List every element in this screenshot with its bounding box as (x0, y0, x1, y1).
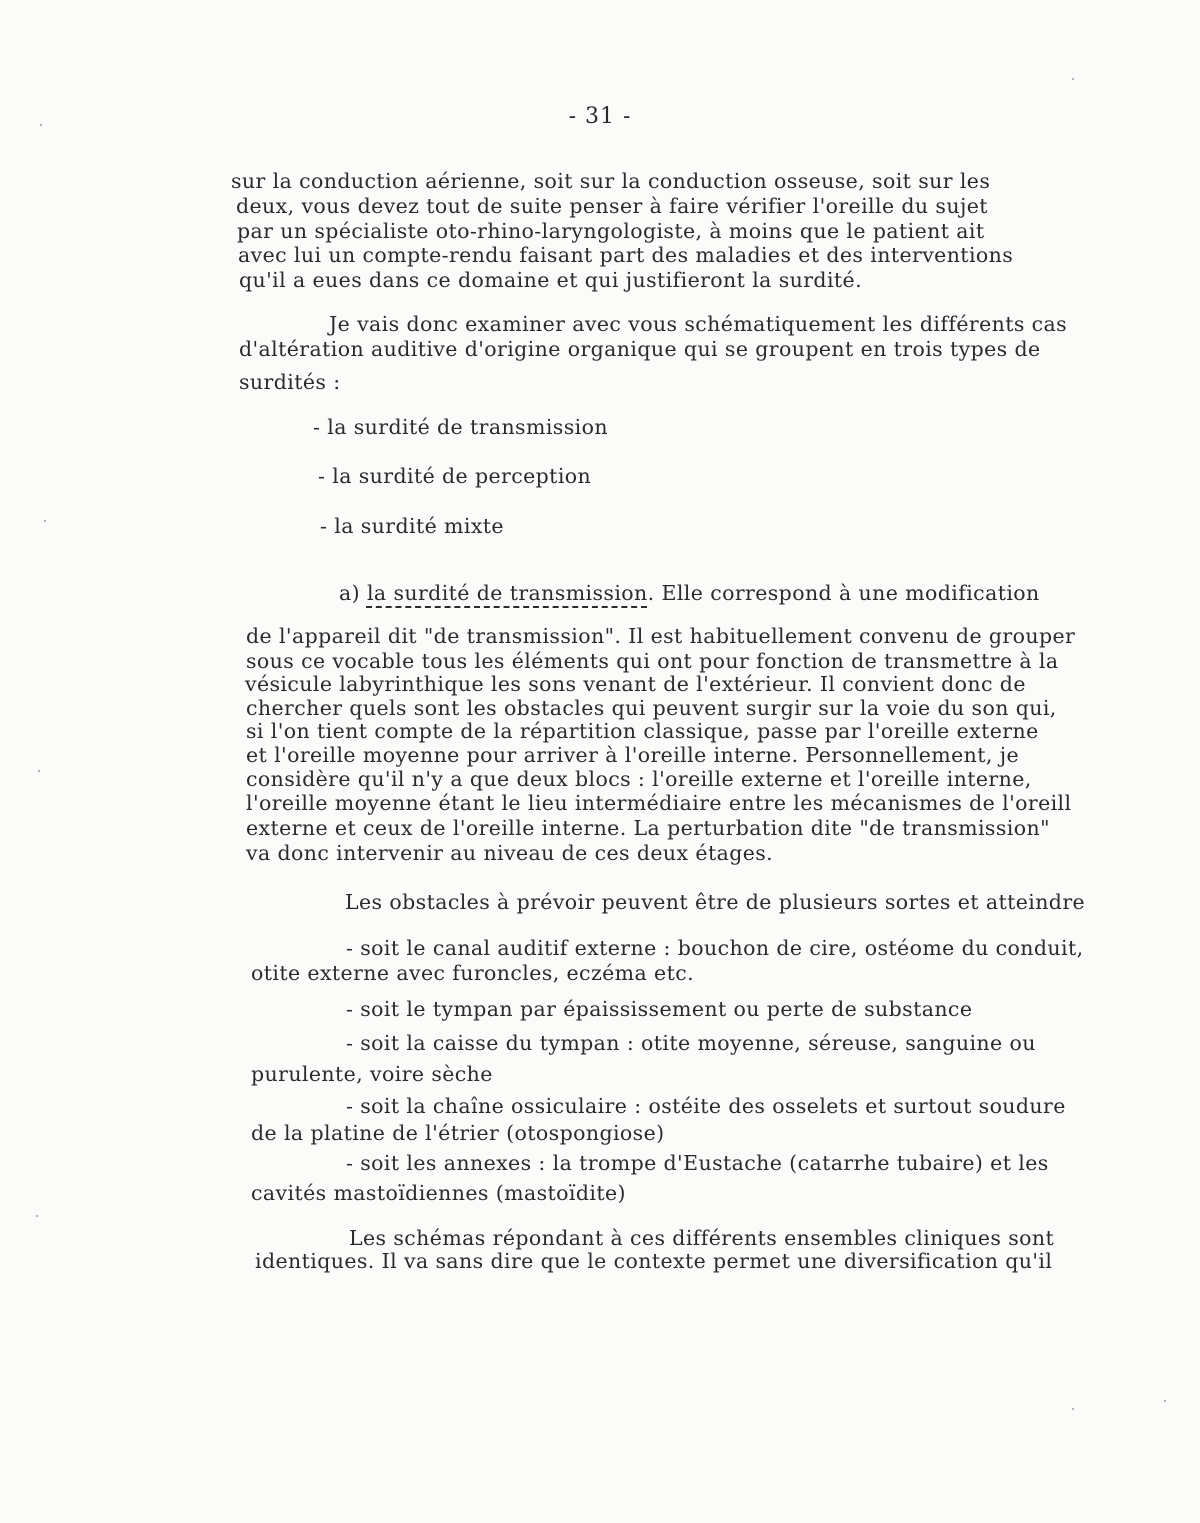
scan-speck (38, 770, 40, 772)
text-line: Les schémas répondant à ces différents ensembles cliniques sont (349, 1226, 1055, 1250)
text-line: de la platine de l'étrier (otospongiose) (251, 1121, 665, 1145)
list-item: - la surdité mixte (320, 514, 504, 538)
section-title: la surdité de transmission (366, 581, 648, 605)
text-line: cavités mastoïdiennes (mastoïdite) (251, 1181, 626, 1205)
text-line: d'altération auditive d'origine organique qui se groupent en trois types de (239, 337, 1041, 361)
scan-speck (36, 1215, 38, 1217)
text-line: sous ce vocable tous les éléments qui ont pour fonction de transmettre à la (246, 649, 1059, 673)
text-line: - soit le canal auditif externe : bouchon de cire, ostéome du conduit, (346, 936, 1084, 960)
text-line: et l'oreille moyenne pour arriver à l'oreille interne. Personnellement, je (246, 743, 1020, 767)
text-line: si l'on tient compte de la répartition classique, passe par l'oreille externe (246, 719, 1039, 743)
section-title-period: . (647, 581, 655, 605)
text-line: - soit la chaîne ossiculaire : ostéite des osselets et surtout soudure (346, 1094, 1066, 1118)
text-line: qu'il a eues dans ce domaine et qui justifieront la surdité. (239, 268, 862, 292)
scan-speck (1164, 1400, 1166, 1402)
text-line: l'oreille moyenne étant le lieu intermédiaire entre les mécanismes de l'oreill (246, 791, 1072, 815)
text-line: purulente, voire sèche (251, 1062, 493, 1086)
text-line: externe et ceux de l'oreille interne. La perturbation dite "de transmission" (246, 816, 1050, 840)
text-line: deux, vous devez tout de suite penser à faire vérifier l'oreille du sujet (236, 194, 988, 218)
text-line: - soit le tympan par épaississement ou perte de substance (346, 997, 973, 1021)
scan-speck (1072, 1408, 1074, 1410)
section-lead-text: Elle correspond à une modification (661, 581, 1040, 605)
scan-speck (40, 124, 42, 126)
text-line: Je vais donc examiner avec vous schématiquement les différents cas (329, 312, 1068, 336)
text-line: par un spécialiste oto-rhino-laryngologiste, à moins que le patient ait (237, 219, 985, 243)
text-line: va donc intervenir au niveau de ces deux étages. (246, 841, 774, 865)
text-line: de l'appareil dit "de transmission". Il est habituellement convenu de grouper (246, 624, 1076, 648)
text-line: - soit la caisse du tympan : otite moyenne, séreuse, sanguine ou (346, 1031, 1036, 1055)
text-line: identiques. Il va sans dire que le contexte permet une diversification qu'il (255, 1249, 1053, 1273)
text-line: otite externe avec furoncles, eczéma etc. (251, 961, 695, 985)
text-line: chercher quels sont les obstacles qui peuvent surgir sur la voie du son qui, (246, 696, 1057, 720)
page-number: - 31 - (568, 104, 632, 129)
section-heading-line (339, 582, 1040, 605)
text-line: sur la conduction aérienne, soit sur la conduction osseuse, soit sur les (231, 169, 991, 193)
scan-speck (1072, 78, 1074, 80)
text-line: - soit les annexes : la trompe d'Eustache (catarrhe tubaire) et les (346, 1151, 1049, 1175)
section-marker: a) (339, 581, 361, 605)
list-item: - la surdité de transmission (313, 415, 608, 439)
text-line: surdités : (239, 370, 341, 394)
list-item: - la surdité de perception (318, 464, 592, 488)
scan-speck (44, 520, 46, 522)
text-line: avec lui un compte-rendu faisant part des maladies et des interventions (238, 243, 1014, 267)
text-line: Les obstacles à prévoir peuvent être de plusieurs sortes et atteindre (345, 890, 1086, 914)
text-line: considère qu'il n'y a que deux blocs : l'oreille externe et l'oreille interne, (246, 767, 1032, 791)
text-line: vésicule labyrinthique les sons venant de l'extérieur. Il convient donc de (245, 672, 1026, 696)
